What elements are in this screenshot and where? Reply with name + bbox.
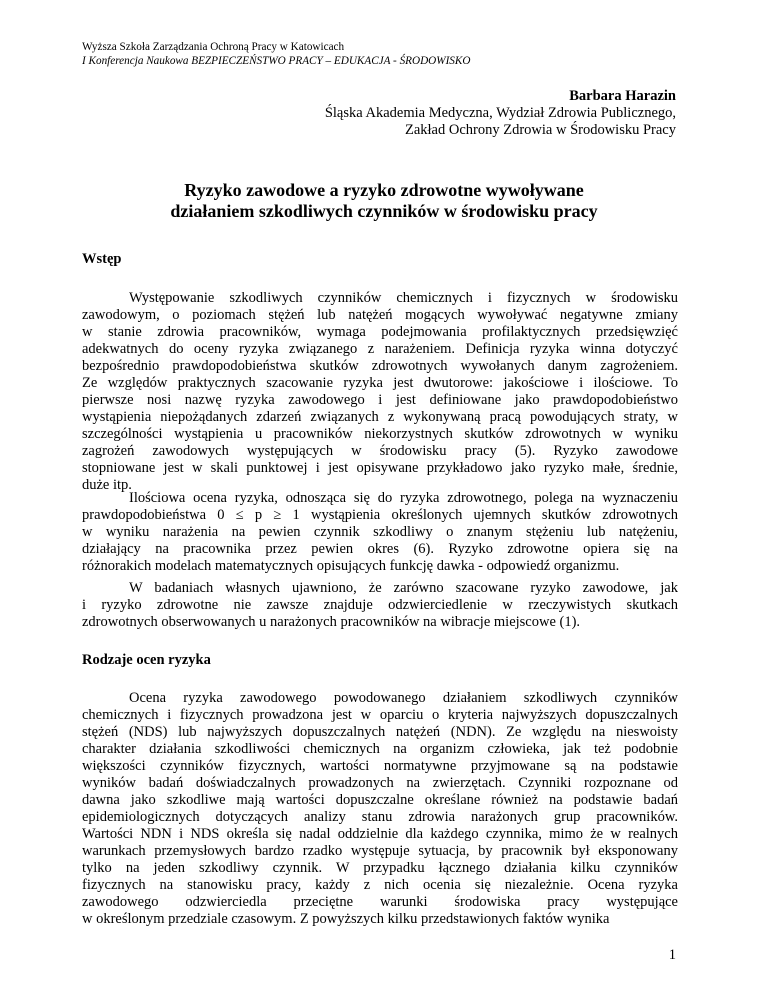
text-line: Występowanie szkodliwych czynników chemicznych i fizycznych w środowisku — [129, 290, 678, 306]
text-line: Ocena ryzyka zawodowego powodowanego działaniem szkodliwych czynników — [129, 690, 678, 706]
section-heading-types: Rodzaje ocen ryzyka — [82, 652, 211, 668]
text-line: w wyniku narażenia na pewien czynnik szkodliwy o znanym stężeniu lub natężeniu, — [82, 524, 678, 540]
running-header — [82, 40, 470, 68]
paragraph-intro-3 — [82, 580, 678, 631]
text-line: Ilościowa ocena ryzyka, odnosząca się do ryzyka zdrowotnego, polega na wyznaczeniu — [129, 490, 678, 506]
text-line: zawodowego odzwierciedla przeciętne warunki środowiska pracy występujące — [82, 894, 678, 910]
text-line: W badaniach własnych ujawniono, że zarówno szacowane ryzyko zawodowe, jak — [129, 580, 678, 596]
text-line: Wartości NDN i NDS określa się nadal oddzielnie dla każdego czynnika, mimo że w realnych — [82, 826, 678, 842]
header-conference: I Konferencja Naukowa BEZPIECZEŃSTWO PRACY – EDUKACJA - ŚRODOWISKO — [82, 55, 471, 67]
text-line: zdrowotnych obserwowanych u narażonych pracowników na wibracje miejscowe (1). — [82, 614, 581, 630]
author-block — [325, 88, 676, 139]
text-line: stężeń (NDS) lub najwyższych dopuszczalnych natężeń (NDN). Ze względu na nieswoisty — [82, 724, 678, 740]
text-line: i ryzyko zdrowotne nie zawsze znajduje odzwierciedlenie w rzeczywistych skutkach — [82, 597, 678, 613]
text-line: dawna jako szkodliwe mają wartości dopuszczalne określane również na podstawie badań — [82, 792, 678, 808]
text-line: zagrożeń zawodowych występujących w środowisku pracy (5). Ryzyko zawodowe — [82, 443, 678, 459]
title-line-1: Ryzyko zawodowe a ryzyko zdrowotne wywoływane — [184, 180, 584, 200]
text-line: fizycznych na stanowisku pracy, każdy z nich ocenia się niezależnie. Ocena ryzyka — [82, 877, 678, 893]
text-line: większości czynników fizycznych, wartości normatywne przyjmowane są na podstawie — [82, 758, 678, 774]
author-affiliation-1: Śląska Akademia Medyczna, Wydział Zdrowia Publicznego, — [324, 105, 676, 121]
text-line: duże itp. — [82, 477, 132, 493]
text-line: pierwsze nosi nazwę ryzyka zawodowego i jest definiowane jako prawdopodobieństwo — [82, 392, 678, 408]
author-name: Barbara Harazin — [569, 88, 676, 104]
text-line: wyników badań doświadczalnych prowadzonych na zwierzętach. Czynniki rozpoznane od — [82, 775, 678, 791]
text-line: stopniowane jest w skali punktowej i jest opisywane przykładowo jako ryzyko małe, średnie, — [82, 460, 678, 476]
text-line: bezpośrednio prawdopodobieństwa skutków zdrowotnych wywołanych danym zagrożeniem. — [82, 358, 678, 374]
text-line: prawdopodobieństwa 0 ≤ p ≥ 1 wystąpienia określonych ujemnych skutków zdrowotnych — [82, 507, 678, 523]
header-institution: Wyższa Szkoła Zarządzania Ochroną Pracy w Katowicach — [82, 41, 345, 53]
text-line: adekwatnych do oceny ryzyka związanego z narażeniem. Definicja ryzyka winna dotyczyć — [82, 341, 678, 357]
paper-title — [0, 180, 768, 222]
paragraph-types-1 — [82, 690, 678, 928]
text-line: zawodowym, o poziomach stężeń lub natężeń mogących wywoływać negatywne zmiany — [82, 307, 678, 323]
text-line: warunkach przemysłowych bardzo rzadko występuje sytuacja, by pracownik był eksponowany — [82, 843, 678, 859]
text-line: tylko na jeden szkodliwy czynnik. W przypadku łącznego działania kilku czynników — [82, 860, 678, 876]
text-line: charakter działania szkodliwości chemicznych na organizm człowieka, jak też podobnie — [82, 741, 678, 757]
text-line: wystąpienia niepożądanych zdarzeń związanych z wykonywaną pracą powodujących straty, w — [82, 409, 678, 425]
paragraph-intro-1 — [82, 290, 678, 494]
title-line-2: działaniem szkodliwych czynników w środowisku pracy — [170, 201, 598, 221]
author-affiliation-2: Zakład Ochrony Zdrowia w Środowisku Pracy — [404, 122, 676, 138]
text-line: chemicznych i fizycznych prowadzona jest w oparciu o kryteria najwyższych dopuszczalnych — [82, 707, 678, 723]
text-line: w stanie zdrowia pracowników, wymaga podejmowania profilaktycznych przedsięwzięć — [82, 324, 678, 340]
text-line: działający na pracownika przez pewien okres (6). Ryzyko zdrowotne opiera się na — [82, 541, 678, 557]
text-line: Ze względów praktycznych szacowanie ryzyka jest dwutorowe: jakościowe i ilościowe. To — [82, 375, 678, 391]
text-line: szczególności wystąpienia u pracowników niekorzystnych skutków zdrowotnych w wyniku — [82, 426, 678, 442]
text-line: w określonym przedziale czasowym. Z powyższych kilku przedstawionych faktów wynika — [82, 911, 610, 927]
paragraph-intro-2 — [82, 490, 678, 575]
section-heading-intro: Wstęp — [82, 251, 122, 267]
text-line: różnorakich modelach matematycznych opisujących funkcję dawka - odpowiedź organizmu. — [82, 558, 620, 574]
text-line: epidemiologicznych dotyczących analizy stanu zdrowia narażonych grup pracowników. — [82, 809, 678, 825]
page-number: 1 — [668, 947, 676, 963]
